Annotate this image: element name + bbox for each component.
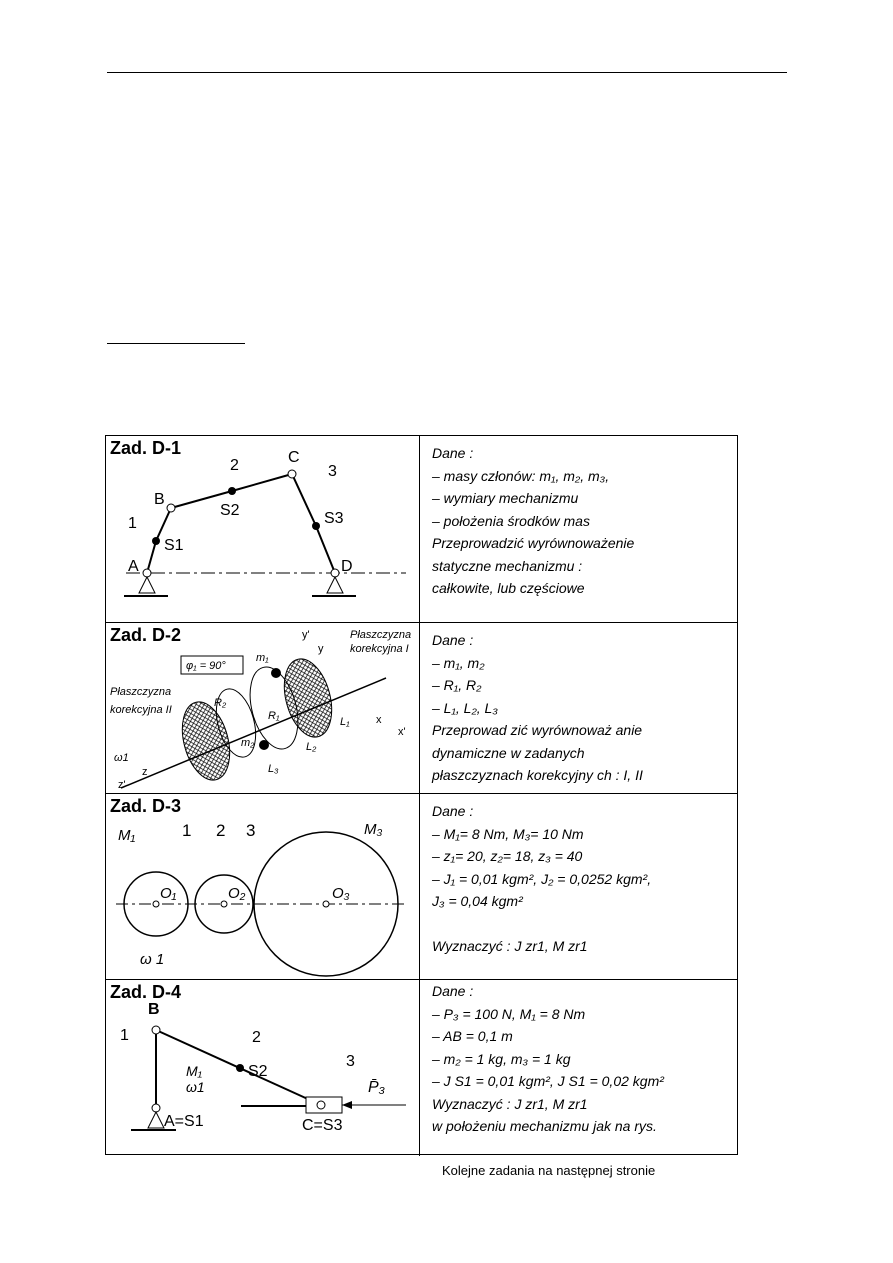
text-line: Dane : [432,803,474,819]
label-omega: ω 1 [140,951,165,968]
label-D: D [341,558,353,575]
label-O1: O₁ [160,885,177,902]
task-row-d2 [106,623,737,794]
label-B: B [148,1001,160,1018]
label-link-1: 1 [120,1027,129,1044]
text-line: płaszczyznach korekcyjny ch : I, II [432,767,643,783]
text-line: statyczne mechanizmu : [432,557,583,574]
label-link-2: 2 [252,1029,261,1046]
text-line: – z₁= 20, z₂= 18, z₃ = 40 [432,848,583,864]
task-title: Zad. D-2 [110,625,182,645]
label-zp: z' [118,779,126,791]
text-line: Przeprowadzić wyrównoważenie [432,535,635,551]
label-O3: O₃ [332,885,350,902]
label-y: y [318,643,324,655]
task-title: Zad. D-1 [110,438,182,458]
text-line: w położeniu mechanizmu jak na rys. [432,1118,657,1134]
label-R2: R₂ [214,697,227,709]
task-title: Zad. D-3 [110,796,182,816]
task-data-d3 [432,800,651,957]
text-line: – m₁, m₂ [432,654,485,671]
label-A: A [128,558,139,575]
task-data-d2 [432,629,643,787]
label-L3: L₃ [268,763,279,775]
text-line: Dane : [432,983,474,999]
label-R1: R₁ [268,710,280,722]
diagram-d4 [106,980,420,1156]
label-O2: O₂ [228,885,246,902]
label-link-3: 3 [328,463,337,480]
text-line: Wyznaczyć : J zr1, M zr1 [432,1095,588,1112]
diagram-d2 [106,623,420,793]
label-C: C=S3 [302,1117,343,1134]
label-yp: y' [302,629,310,641]
label-link-3: 3 [346,1053,355,1070]
label-M3: M₃ [364,821,383,838]
label-link-2: 2 [230,457,239,474]
text-line: dynamiczne w zadanych [432,744,585,761]
task-data-d4 [432,980,664,1138]
label-m2: m₂ [241,737,255,749]
label-link-1: 1 [128,515,137,532]
text-line [432,913,651,935]
label-phi: φ₁ = 90° [186,660,226,672]
text-line: Wyznaczyć : J zr1, M zr1 [432,937,588,954]
label-C: C [288,449,300,466]
label-gear-2: 2 [216,821,226,840]
text-line: Dane : [432,445,474,461]
label-plane2: Płaszczyzna [110,686,172,698]
label-M1: M₁ [186,1063,203,1079]
label-omega: ω1 [114,752,129,764]
next-page-note: Kolejne zadania na następnej stronie [442,1163,656,1178]
label-m1: m₁ [256,652,269,664]
task-title: Zad. D-4 [110,982,182,1002]
label-x: x [376,714,382,726]
text-line: – wymiary mechanizmu [432,490,579,506]
text-line: – J₁ = 0,01 kgm², J₂ = 0,0252 kgm², [432,870,652,887]
label-S1: S1 [164,537,184,554]
task-row-d4 [106,980,737,1156]
text-line: – m₂ = 1 kg, m₃ = 1 kg [432,1050,571,1067]
label-gear-1: 1 [182,821,192,840]
task-row-d1 [106,436,737,623]
text-line: – M₁= 8 Nm, M₃= 10 Nm [432,825,584,842]
text-line: – masy członów: m₁, m₂, m₃, [432,467,610,484]
label-z: z [142,766,148,778]
label-P3: P̄₃ [368,1079,386,1096]
label-A: A=S1 [164,1113,204,1130]
text-line: – AB = 0,1 m [432,1028,513,1044]
slider-crank-diagram [106,980,420,1156]
label-L2: L₂ [306,741,317,753]
label-S2: S2 [220,502,240,519]
task-table [105,435,738,1155]
text-line: J₃ = 0,04 kgm² [432,893,523,909]
text-line: – R₁, R₂ [432,677,482,693]
label-plane2b: korekcyjna II [110,704,172,716]
rotor-diagram [106,623,420,794]
label-plane1: Płaszczyzna [350,629,412,641]
label-omega: ω1 [186,1079,205,1095]
label-plane1b: korekcyjna I [350,643,409,655]
label-L1: L₁ [340,716,350,728]
label-S3: S3 [324,510,344,527]
label-S2: S2 [248,1063,268,1080]
label-xp: x' [398,726,406,738]
text-line: – L₁, L₂, L₃ [432,699,498,716]
header-rule [107,72,787,73]
text-line: – położenia środków mas [432,512,590,529]
footnote-rule [107,343,245,344]
task-row-d3 [106,794,737,980]
label-gear-3: 3 [246,821,256,840]
text-line: całkowite, lub częściowe [432,580,585,596]
text-line: – P₃ = 100 N, M₁ = 8 Nm [432,1005,586,1022]
task-data-d1 [432,442,634,600]
diagram-d1 [106,436,420,622]
diagram-d3 [106,794,420,979]
mechanism-diagram [106,436,420,623]
gear-diagram [106,794,420,980]
text-line: Dane : [432,632,474,648]
label-B: B [154,491,165,508]
text-line: Przeprowad zić wyrównoważ anie [432,722,643,738]
label-M1: M₁ [118,827,136,844]
text-line: – J S1 = 0,01 kgm², J S1 = 0,02 kgm² [432,1073,664,1089]
